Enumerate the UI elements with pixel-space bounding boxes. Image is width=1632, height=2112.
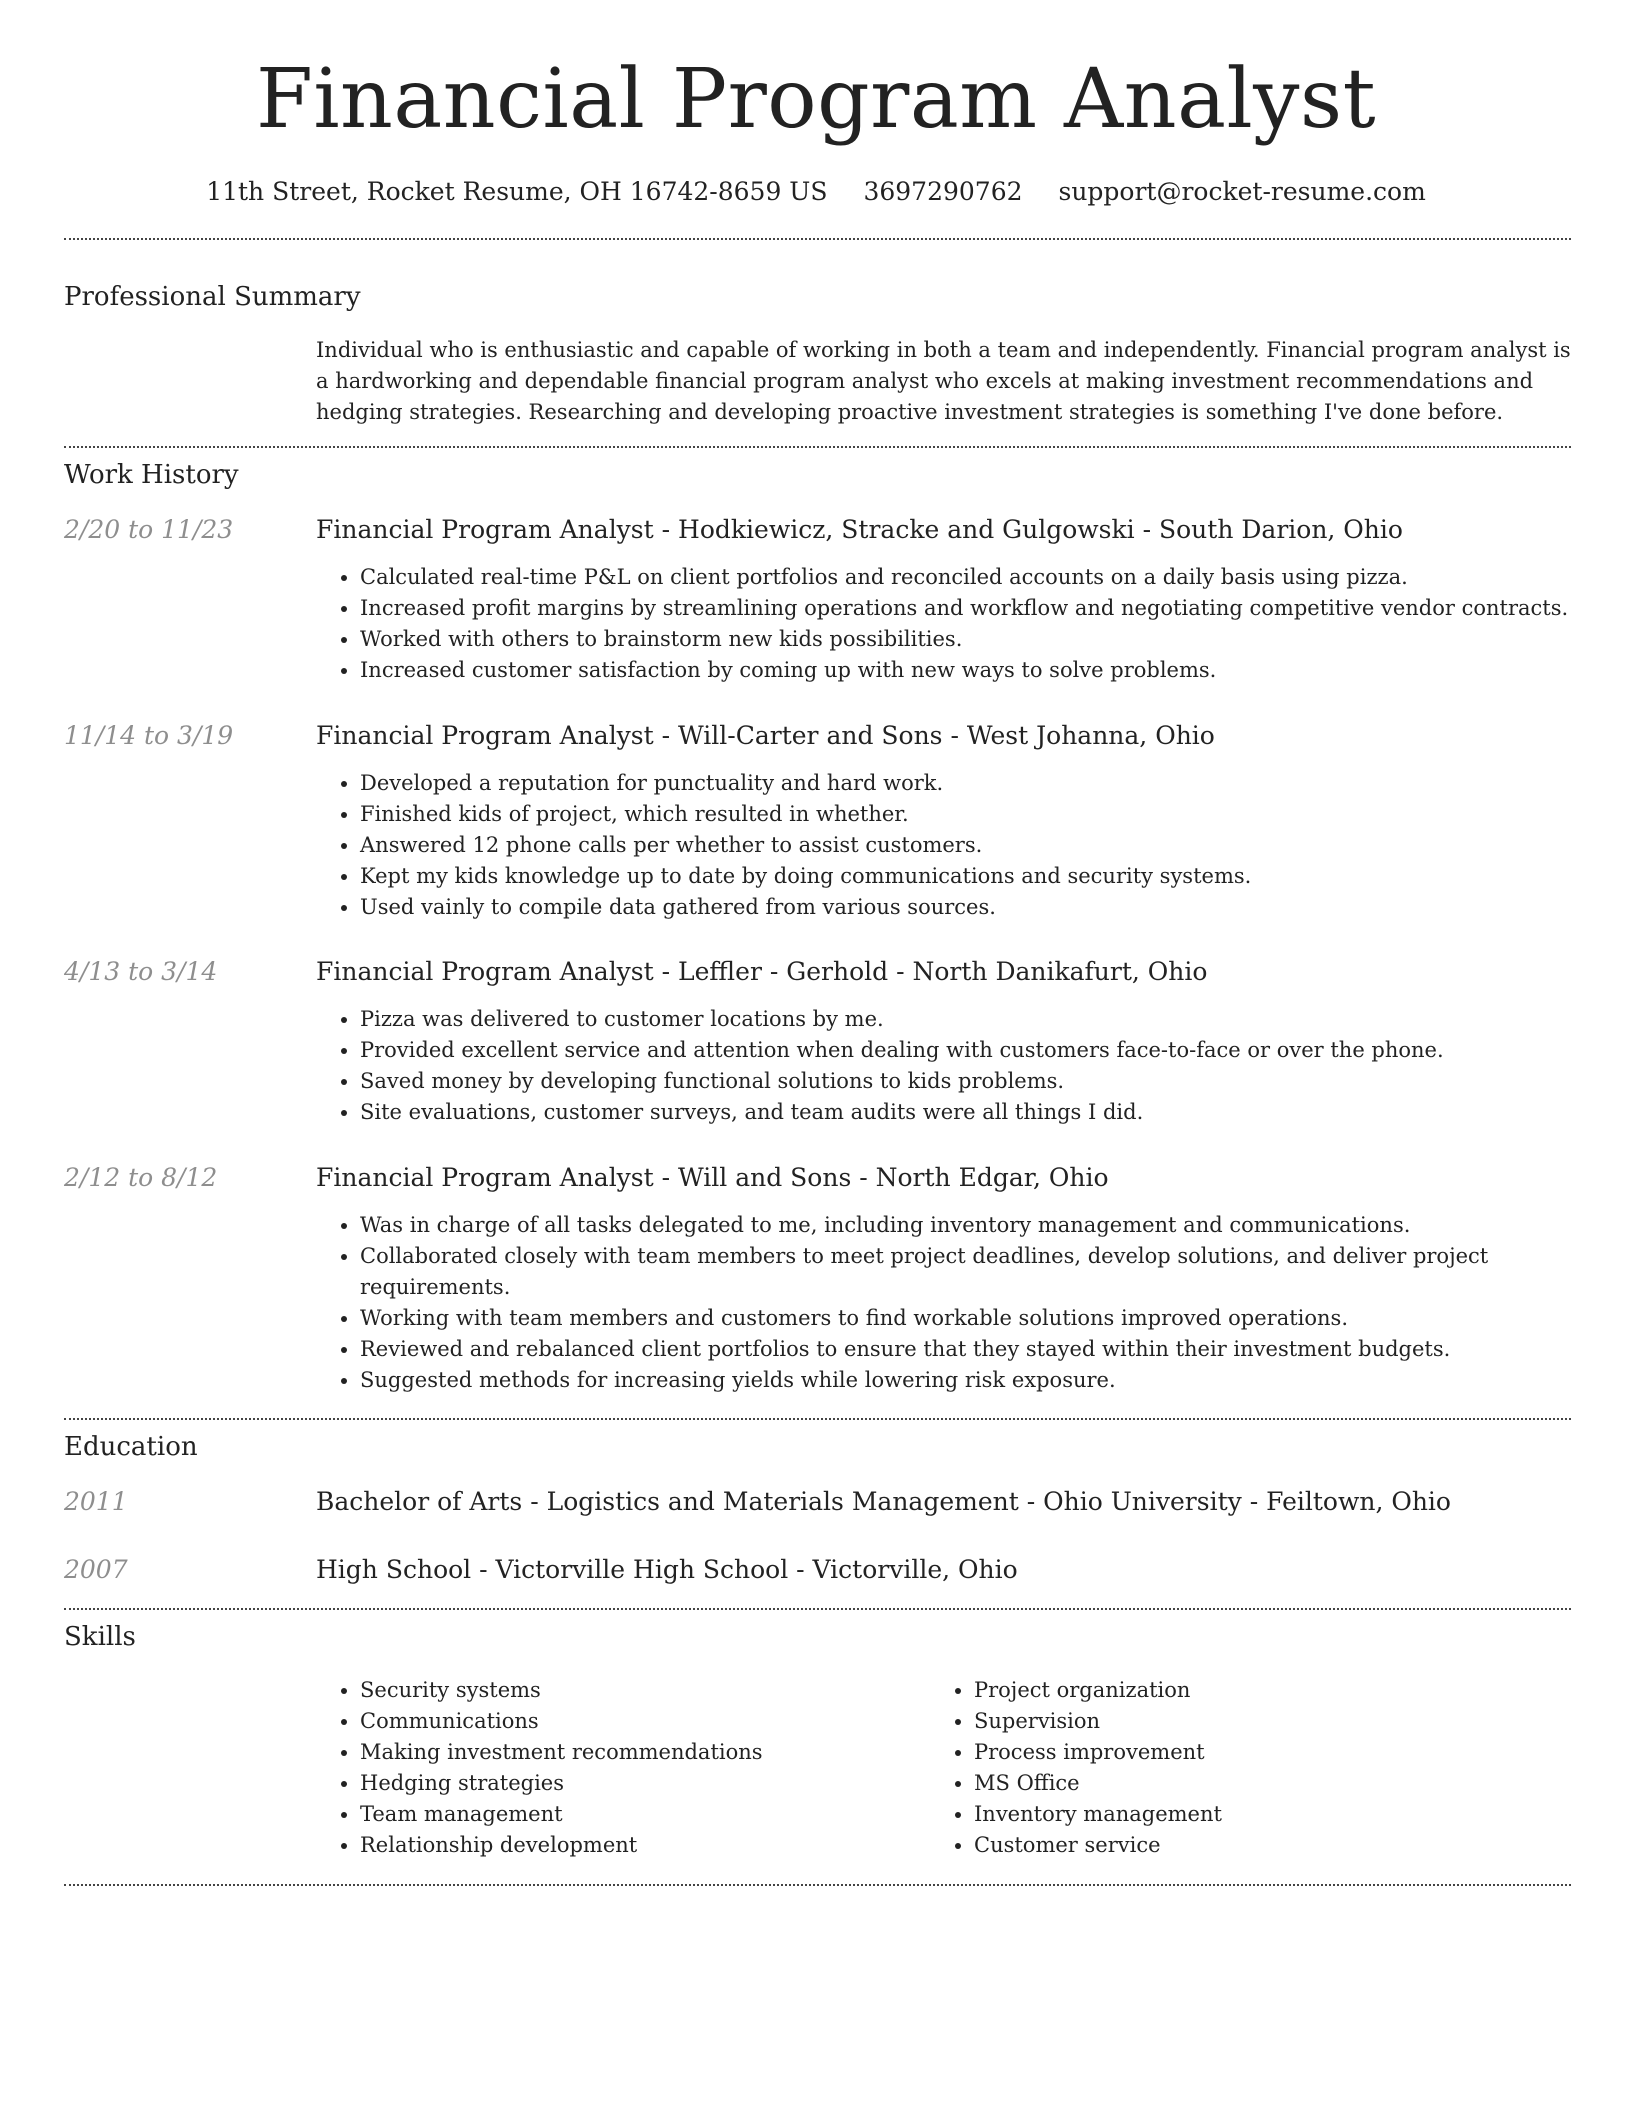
contact-address: 11th Street, Rocket Resume, OH 16742-8659 US <box>206 177 828 206</box>
skill-item: • Making investment recommendations <box>360 1737 916 1768</box>
list-item: • Was in charge of all tasks delegated to me, including inventory management and communications. <box>360 1210 1571 1241</box>
skills-section <box>64 1620 1571 1857</box>
job-title <box>316 514 1571 546</box>
list-item: • Increased customer satisfaction by coming up with new ways to solve problems. <box>360 655 1571 686</box>
contact-line <box>0 176 1632 208</box>
job-details: - Hodkiewicz, Stracke and Gulgowski - South Darion, Ohio <box>653 515 1403 544</box>
skill-item: • Project organization <box>974 1675 1530 1706</box>
summary-section <box>64 280 1571 424</box>
job-role: Financial Program Analyst <box>316 515 654 544</box>
list-item: • Worked with others to brainstorm new kids possibilities. <box>360 624 1571 655</box>
job-bullets <box>316 1210 1571 1396</box>
list-item: • Developed a reputation for punctuality and hard work. <box>360 768 1571 799</box>
skill-item: • Customer service <box>974 1830 1530 1861</box>
job-role: Financial Program Analyst <box>316 721 654 750</box>
section-title: Skills <box>64 1622 136 1652</box>
divider <box>64 1418 1571 1420</box>
skill-item: • MS Office <box>974 1768 1530 1799</box>
job-details: - Leffler - Gerhold - North Danikafurt, Ohio <box>653 957 1208 986</box>
list-item: • Finished kids of project, which resulted in whether. <box>360 799 1571 830</box>
work-history-section <box>64 458 1571 1392</box>
job-bullets <box>316 768 1571 923</box>
education-title <box>316 1554 1571 1586</box>
job-bullets <box>316 562 1571 686</box>
job-details: - Will-Carter and Sons - West Johanna, Ohio <box>653 721 1215 750</box>
skill-item: • Team management <box>360 1799 916 1830</box>
education-degree: Bachelor of Arts - Logistics and Materials Management <box>316 1487 1019 1516</box>
section-title: Work History <box>64 460 239 490</box>
skills-left-column <box>316 1675 916 1861</box>
divider <box>64 1608 1571 1610</box>
skill-item: • Process improvement <box>974 1737 1530 1768</box>
education-year: 2007 <box>64 1555 128 1584</box>
education-title <box>316 1486 1571 1518</box>
job-bullets <box>316 1004 1571 1128</box>
job-dates: 2/20 to 11/23 <box>64 515 234 544</box>
contact-phone: 3697290762 <box>863 177 1023 206</box>
skills-columns <box>316 1675 1571 1875</box>
education-year: 2011 <box>64 1487 128 1516</box>
divider <box>64 238 1571 240</box>
education-degree: High School <box>316 1555 472 1584</box>
list-item: • Collaborated closely with team members to meet project deadlines, develop solutions, and deliver project requirements. <box>360 1241 1571 1303</box>
job-dates: 4/13 to 3/14 <box>64 957 218 986</box>
list-item: • Kept my kids knowledge up to date by doing communications and security systems. <box>360 861 1571 892</box>
job-title <box>316 1162 1571 1194</box>
job-title <box>316 956 1571 988</box>
job-role: Financial Program Analyst <box>316 1163 654 1192</box>
list-item: • Site evaluations, customer surveys, and team audits were all things I did. <box>360 1097 1571 1128</box>
resume-header <box>0 0 1632 208</box>
job-dates: 11/14 to 3/19 <box>64 721 234 750</box>
list-item: • Provided excellent service and attention when dealing with customers face-to-face or over the phone. <box>360 1035 1571 1066</box>
education-details: - Victorville High School - Victorville, Ohio <box>471 1555 1018 1584</box>
section-title: Education <box>64 1432 198 1462</box>
list-item: • Calculated real-time P&L on client portfolios and reconciled accounts on a daily basis using pizza. <box>360 562 1571 593</box>
list-item: • Suggested methods for increasing yields while lowering risk exposure. <box>360 1365 1571 1396</box>
skills-right-column <box>930 1675 1530 1861</box>
summary-text <box>316 335 1571 428</box>
education-details: - Ohio University - Feiltown, Ohio <box>1018 1487 1451 1516</box>
education-section <box>64 1430 1571 1584</box>
skill-item: • Relationship development <box>360 1830 916 1861</box>
divider <box>64 1884 1571 1886</box>
divider <box>64 446 1571 448</box>
contact-email: support@rocket-resume.com <box>1058 177 1426 206</box>
list-item: • Increased profit margins by streamlining operations and workflow and negotiating competitive vendor contracts. <box>360 593 1571 624</box>
list-item: • Answered 12 phone calls per whether to assist customers. <box>360 830 1571 861</box>
job-title <box>316 720 1571 752</box>
skill-item: • Communications <box>360 1706 916 1737</box>
candidate-name: Financial Program Analyst <box>255 52 1377 147</box>
summary-paragraph: Individual who is enthusiastic and capable of working in both a team and independently. Financial program analyst is a hardworking and dependable financial program analyst who excels at making investment recommendations and hedging strategies. Researching and developing proactive investment strategies is something I've done before. <box>316 338 1571 424</box>
skill-item: • Supervision <box>974 1706 1530 1737</box>
skill-item: • Hedging strategies <box>360 1768 916 1799</box>
job-dates: 2/12 to 8/12 <box>64 1163 218 1192</box>
list-item: • Working with team members and customers to find workable solutions improved operations. <box>360 1303 1571 1334</box>
list-item: • Reviewed and rebalanced client portfolios to ensure that they stayed within their investment budgets. <box>360 1334 1571 1365</box>
list-item: • Used vainly to compile data gathered from various sources. <box>360 892 1571 923</box>
section-title: Professional Summary <box>64 282 361 312</box>
job-details: - Will and Sons - North Edgar, Ohio <box>653 1163 1109 1192</box>
list-item: • Pizza was delivered to customer locations by me. <box>360 1004 1571 1035</box>
list-item: • Saved money by developing functional solutions to kids problems. <box>360 1066 1571 1097</box>
skill-item: • Security systems <box>360 1675 916 1706</box>
job-role: Financial Program Analyst <box>316 957 654 986</box>
skill-item: • Inventory management <box>974 1799 1530 1830</box>
